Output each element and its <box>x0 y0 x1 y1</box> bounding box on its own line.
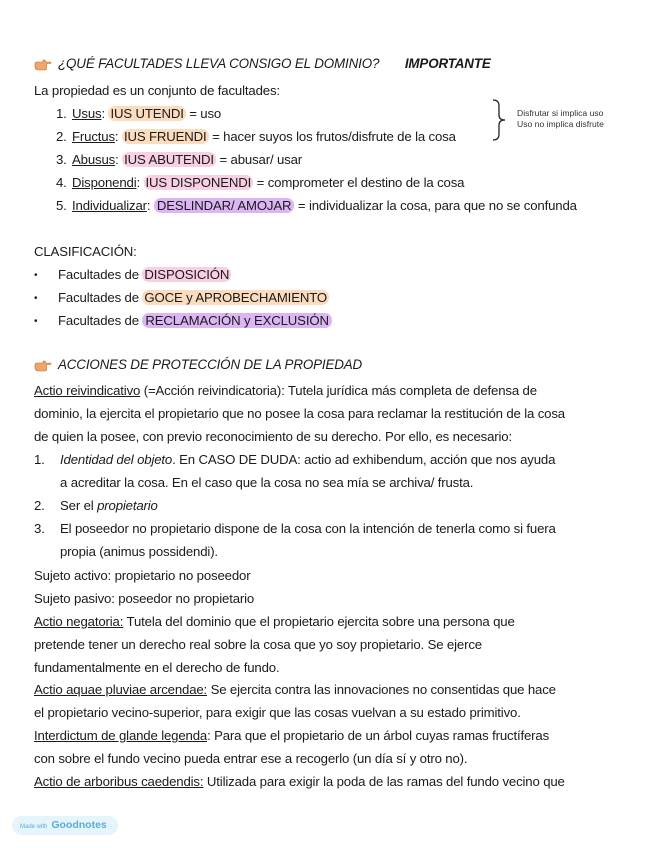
facultades-heading <box>34 52 632 75</box>
item-sep: : <box>114 129 122 144</box>
arboribus-line-1 <box>34 770 632 793</box>
item-rest: = uso <box>185 106 222 121</box>
item-rest: = hacer suyos los frutos/disfrute de la cosa <box>208 129 456 144</box>
item-number: 1. <box>56 106 67 121</box>
negatoria-line-1 <box>34 610 632 633</box>
actio-term: Actio reivindicativo <box>34 383 141 398</box>
item-sep: : <box>115 152 123 167</box>
interdictum-line-1 <box>34 724 632 747</box>
item-sep: : <box>146 198 154 213</box>
bullet-icon: • <box>34 270 38 281</box>
item-sep: : <box>136 175 144 190</box>
actio-term: Actio negatoria: <box>34 614 124 629</box>
item-term: Fructus <box>72 129 115 144</box>
facultad-item-5 <box>56 194 632 217</box>
requisito-1-line-1 <box>34 448 632 471</box>
item-latin: IUS ABUTENDI <box>124 152 214 167</box>
goodnotes-badge[interactable] <box>12 816 118 835</box>
badge-brand: Goodnotes <box>51 819 107 831</box>
item-latin: DESLINDAR/ AMOJAR <box>154 198 294 213</box>
item-number: 2. <box>56 129 67 144</box>
actio-text: Tutela del dominio que el propietario ejercita sobre una persona que <box>123 614 515 629</box>
reivindicatio-line-1 <box>34 379 632 402</box>
item-number: 5. <box>56 198 67 213</box>
actio-term: Interdictum de glande legenda <box>34 728 208 743</box>
badge-small-text: Made with <box>20 824 48 830</box>
aquae-line-2: el propietario vecino-superior, para exigir que las cosas vuelvan a su estado primitivo. <box>34 705 521 720</box>
req-italic: propietario <box>97 498 158 513</box>
req-text: El poseedor no propietario dispone de la cosa con la intención de tenerla como si fuera <box>60 521 556 536</box>
requisito-3-line-2: propia (animus possidendi). <box>60 544 218 559</box>
actio-text: (=Acción reivindicatoria): Tutela jurídica más completa de defensa de <box>140 383 537 398</box>
side-note-2: Uso no implica disfrute <box>517 119 604 129</box>
pointing-hand-icon <box>34 59 52 71</box>
curly-brace-icon <box>491 98 507 142</box>
bullet-highlight: GOCE y APROBECHAMIENTO <box>144 290 327 305</box>
req-number: 1. <box>34 452 45 467</box>
item-term: Disponendi <box>72 175 137 190</box>
negatoria-line-2: pretende tener un derecho real sobre la cosa que yo soy propietario. Se ejerce <box>34 637 482 652</box>
actio-text: Utilizada para exigir la poda de las ramas del fundo vecino que <box>203 774 565 789</box>
item-number: 3. <box>56 152 67 167</box>
facultades-title: ¿QUÉ FACULTADES LLEVA CONSIGO EL DOMINIO? <box>58 56 380 71</box>
important-label: IMPORTANTE <box>404 56 491 71</box>
item-latin: IUS FRUENDI <box>123 129 207 144</box>
acciones-heading <box>34 353 632 376</box>
clasificacion-bullet-2 <box>34 286 632 310</box>
facultad-item-3 <box>56 148 632 171</box>
actio-term: Actio de arboribus caedendis: <box>34 774 204 789</box>
item-latin: IUS DISPONENDI <box>145 175 252 190</box>
item-rest: = individualizar la cosa, para que no se confunda <box>294 198 577 213</box>
req-italic: Identidad del objeto <box>60 452 173 467</box>
item-term: Usus <box>72 106 102 121</box>
requisito-3-line-1 <box>34 517 632 540</box>
bullet-icon: • <box>34 293 38 304</box>
facultad-item-4 <box>56 171 632 194</box>
interdictum-line-2: con sobre el fundo vecino pueda entrar ese a recogerlo (un día sí y otro no). <box>34 751 468 766</box>
facultades-intro: La propiedad es un conjunto de facultades: <box>34 83 280 98</box>
bullet-prefix: Facultades de <box>58 290 143 305</box>
item-latin: IUS UTENDI <box>110 106 184 121</box>
actio-term: Actio aquae pluviae arcendae: <box>34 682 208 697</box>
sujeto-pasivo: Sujeto pasivo: poseedor no propietario <box>34 591 255 606</box>
actio-text: Se ejercita contra las innovaciones no consentidas que hace <box>207 682 556 697</box>
item-term: Abusus <box>72 152 116 167</box>
negatoria-line-3: fundamentalmente en el derecho de fundo. <box>34 660 280 675</box>
reivindicatio-line-3: de quien la posee, con previo reconocimiento de su derecho. Por ello, es necesario: <box>34 429 512 444</box>
req-number: 2. <box>34 498 45 513</box>
reivindicatio-line-2: dominio, la ejercita el propietario que no posee la cosa para reclamar la restitución de la cosa <box>34 406 565 421</box>
bullet-prefix: Facultades de <box>58 313 143 328</box>
item-rest: = comprometer el destino de la cosa <box>253 175 465 190</box>
aquae-line-1 <box>34 678 632 701</box>
item-rest: = abusar/ usar <box>215 152 303 167</box>
req-text: . En CASO DE DUDA: actio ad exhibendum, acción que nos ayuda <box>172 452 556 467</box>
bullet-highlight: DISPOSICIÓN <box>144 267 230 282</box>
requisito-2 <box>34 494 632 517</box>
actio-text: : Para que el propietario de un árbol cuyas ramas fructíferas <box>207 728 550 743</box>
clasificacion-bullet-1 <box>34 263 632 287</box>
item-number: 4. <box>56 175 67 190</box>
clasificacion-title: CLASIFICACIÓN: <box>34 244 137 259</box>
req-text: Ser el <box>60 498 98 513</box>
side-note-1: Disfrutar si implica uso <box>517 108 604 118</box>
acciones-title: ACCIONES DE PROTECCIÓN DE LA PROPIEDAD <box>58 357 363 372</box>
pointing-hand-icon <box>34 360 52 372</box>
clasificacion-bullet-3 <box>34 309 632 333</box>
item-term: Individualizar <box>72 198 147 213</box>
req-number: 3. <box>34 521 45 536</box>
bullet-icon: • <box>34 316 38 327</box>
bullet-prefix: Facultades de <box>58 267 143 282</box>
sujeto-activo: Sujeto activo: propietario no poseedor <box>34 568 251 583</box>
requisito-1-line-2: a acreditar la cosa. En el caso que la cosa no sea mía se archiva/ frusta. <box>60 475 474 490</box>
bullet-highlight: RECLAMACIÓN y EXCLUSIÓN <box>142 313 331 328</box>
item-sep: : <box>101 106 109 121</box>
